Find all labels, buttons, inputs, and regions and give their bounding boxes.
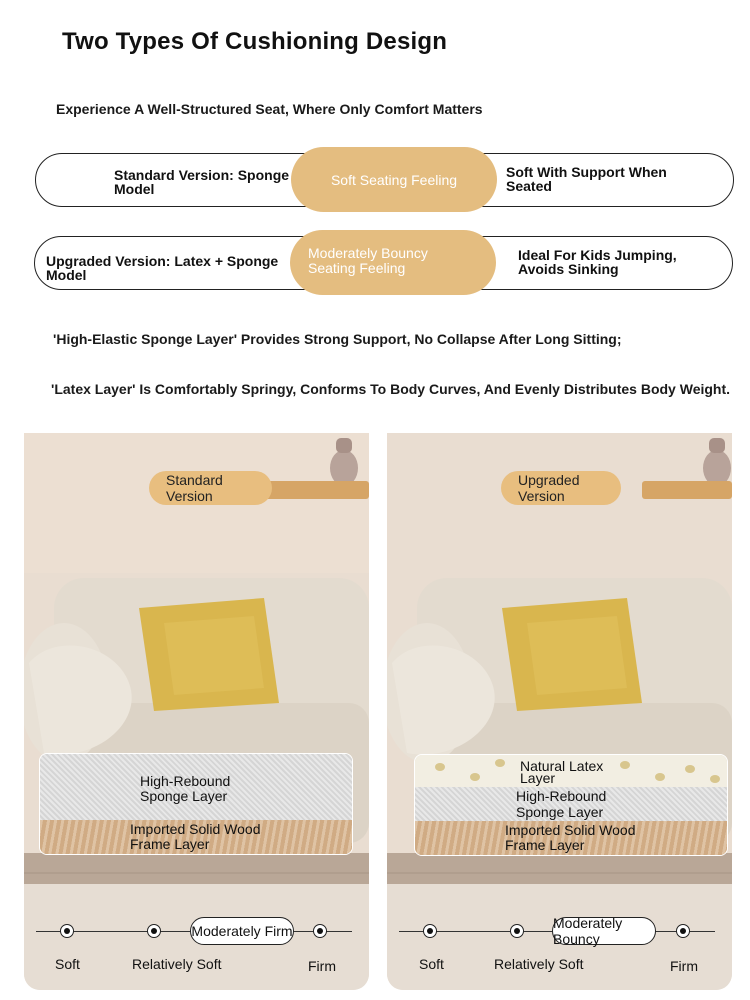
scale-label-soft: Soft bbox=[419, 956, 444, 972]
cushion-layers-diagram bbox=[414, 754, 728, 856]
cushion-layers-diagram bbox=[39, 753, 353, 855]
feeling-pill-standard bbox=[291, 147, 497, 212]
wood-frame-layer bbox=[415, 821, 727, 856]
note-latex: 'Latex Layer' Is Comfortably Springy, Conforms To Body Curves, And Evenly Distributes Body Weight. bbox=[51, 381, 731, 397]
page-title: Two Types Of Cushioning Design bbox=[62, 28, 448, 55]
feeling-label: Soft Seating Feeling bbox=[330, 171, 458, 188]
scale-selected-label: Moderately Firm bbox=[191, 923, 293, 939]
benefit-label: Ideal For Kids Jumping, Avoids Sinking bbox=[518, 247, 677, 277]
wood-frame-layer bbox=[40, 820, 352, 855]
layer-label: High-Rebound Sponge Layer bbox=[516, 788, 607, 820]
layer-label: High-Rebound Sponge Layer bbox=[140, 773, 231, 804]
pillow-icon bbox=[502, 598, 642, 711]
scale-label-relatively-soft: Relatively Soft bbox=[132, 956, 222, 972]
scale-dot-soft bbox=[60, 924, 74, 938]
scale-dot-firm bbox=[313, 924, 327, 938]
scale-selected-label: Moderately Bouncy bbox=[553, 915, 623, 947]
sponge-layer bbox=[415, 787, 727, 821]
layer-label: Imported Solid Wood Frame Layer bbox=[505, 822, 636, 853]
pillow-icon bbox=[139, 598, 279, 711]
note-sponge: 'High-Elastic Sponge Layer' Provides Strong Support, No Collapse After Long Sitting; bbox=[53, 331, 622, 347]
feeling-label: Moderately Bouncy Seating Feeling bbox=[308, 245, 428, 276]
product-panel-upgraded bbox=[387, 433, 732, 990]
scale-label-firm: Firm bbox=[670, 958, 698, 974]
latex-layer bbox=[415, 755, 727, 787]
scale-dot-relatively-soft bbox=[510, 924, 524, 938]
version-tag-label: Standard Version bbox=[166, 472, 223, 504]
scale-dot-firm bbox=[676, 924, 690, 938]
scale-label-relatively-soft: Relatively Soft bbox=[494, 956, 584, 972]
version-label: Upgraded Version: Latex + Sponge Model bbox=[46, 253, 279, 283]
scale-label-firm: Firm bbox=[308, 958, 336, 974]
scale-selected-marker bbox=[552, 917, 656, 945]
scale-label-soft: Soft bbox=[55, 956, 80, 972]
layer-label: Imported Solid Wood Frame Layer bbox=[130, 821, 261, 852]
version-tag-label: Upgraded Version bbox=[518, 472, 580, 504]
feeling-pill-upgraded bbox=[290, 230, 496, 295]
scale-selected-marker bbox=[190, 917, 294, 945]
product-panel-standard bbox=[24, 433, 369, 990]
version-tag bbox=[149, 471, 272, 505]
version-label: Standard Version: Sponge Model bbox=[114, 167, 290, 197]
sponge-layer bbox=[40, 754, 352, 820]
scale-dot-soft bbox=[423, 924, 437, 938]
page-subtitle: Experience A Well-Structured Seat, Where Only Comfort Matters bbox=[56, 101, 483, 117]
layer-label: Natural Latex Layer bbox=[520, 758, 604, 786]
firmness-scale bbox=[387, 884, 732, 990]
version-tag bbox=[501, 471, 621, 505]
benefit-label: Soft With Support When Seated bbox=[506, 164, 667, 194]
firmness-scale bbox=[24, 884, 369, 990]
scale-dot-relatively-soft bbox=[147, 924, 161, 938]
